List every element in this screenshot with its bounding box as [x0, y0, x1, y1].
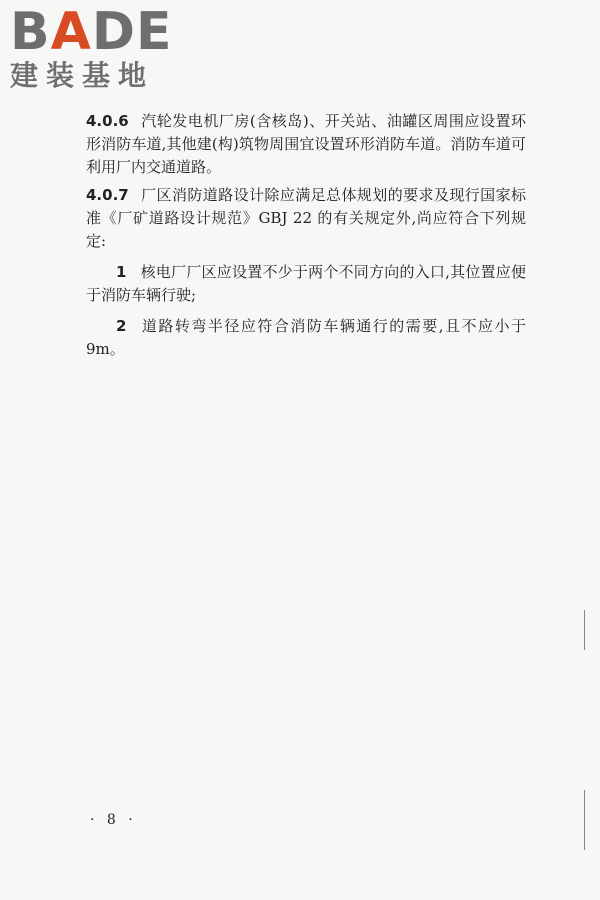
- bade-logo: [10, 2, 175, 92]
- clause-number: 4.0.6: [86, 112, 129, 130]
- item-number: 1: [116, 263, 127, 281]
- scan-edge-mark: [584, 790, 585, 850]
- page-number: · 8 ·: [90, 812, 137, 828]
- item-text: 核电厂厂区应设置不少于两个不同方向的入口,其位置应便于消防车辆行驶;: [86, 263, 526, 304]
- logo-wordmark: BADE: [10, 2, 173, 62]
- logo-subtitle: 建装基地: [10, 59, 155, 92]
- document-body: [86, 110, 526, 366]
- item-number: 2: [116, 317, 127, 335]
- clause-text: 汽轮发电机厂房(含核岛)、开关站、油罐区周围应设置环形消防车道,其他建(构)筑物周围宜设置环形消防车道。消防车道可利用厂内交通道路。: [86, 112, 526, 176]
- clause-4-0-7: [86, 184, 526, 253]
- item-text: 道路转弯半径应符合消防车辆通行的需要,且不应小于9m。: [86, 317, 526, 358]
- clause-number: 4.0.7: [86, 186, 129, 204]
- scan-edge-mark: [584, 610, 585, 650]
- clause-item-1: [86, 261, 526, 307]
- clause-text: 厂区消防道路设计除应满足总体规划的要求及现行国家标准《厂矿道路设计规范》GBJ 22 的有关规定外,尚应符合下列规定:: [86, 186, 526, 250]
- clause-4-0-6: [86, 110, 526, 179]
- clause-item-2: [86, 315, 526, 361]
